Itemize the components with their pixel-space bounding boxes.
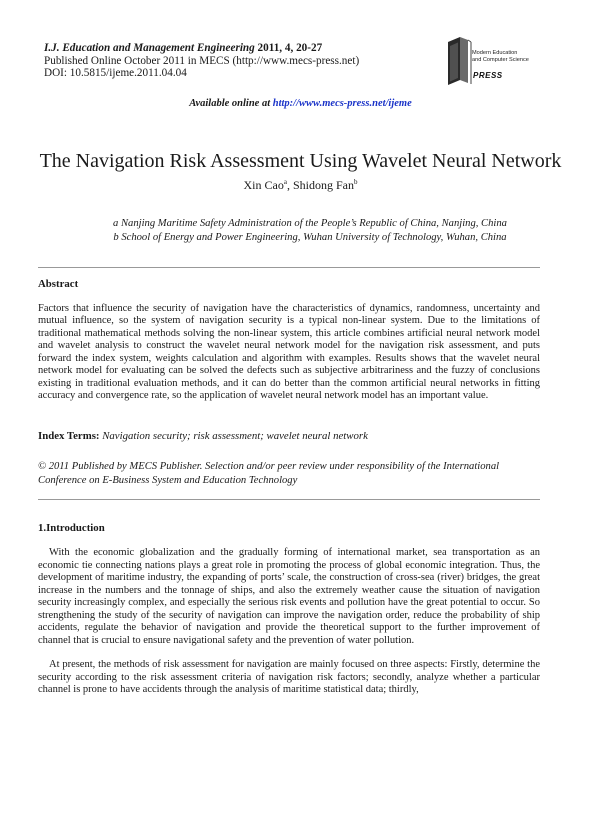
journal-url-link[interactable]: http://www.mecs-press.net/ijeme bbox=[272, 98, 412, 109]
author-name: Xin Cao bbox=[243, 178, 284, 192]
intro-paragraph: With the economic globalization and the gradually forming of international market, sea transportation as an economic tie connecting nations plays a great role in promoting the process of global economic integration. Thus, the development of maritime industry, the expanding of ports’ scale, the construction of cross-sea (river) bridges, the great increase in the numbers and the tonnage of ships, and also the extremely weather cause the situation of navigation security increasingly complex, and especially the serious risk events and pollution have the great potential to occur. So strengthening the study of the security of navigation can improve the navigation order, reduce the probability of ship accidents, regulate the behavior of navigation and provide the theoretical support to the further improvement of channel that is crucial to ensure navigational safety and the prevention of water pollution. bbox=[38, 547, 540, 646]
divider bbox=[38, 499, 540, 500]
paper-title: The Navigation Risk Assessment Using Wavelet Neural Network bbox=[39, 150, 562, 172]
authors: Xin Cao$^a$, Shidong Fan$^b$ bbox=[243, 178, 358, 192]
published-line: Published Online October 2011 in MECS (http://www.mecs-press.net) bbox=[44, 54, 360, 67]
available-online: Available online at http://www.mecs-press.net/ijeme bbox=[189, 98, 412, 109]
journal-title: I.J. Education and Management Engineering bbox=[44, 42, 255, 54]
index-terms-label: Index Terms: bbox=[38, 430, 100, 442]
index-terms-values: Navigation security; risk assessment; wavelet neural network bbox=[99, 430, 368, 442]
affiliation-b: b School of Energy and Power Engineering, Wuhan University of Technology, Wuhan, China bbox=[113, 232, 507, 243]
logo-press: PRESS bbox=[473, 71, 503, 80]
author-affil-mark: b bbox=[353, 178, 358, 186]
affiliations bbox=[80, 217, 540, 245]
copyright-notice: © 2011 Published by MECS Publisher. Selection and/or peer review under responsibility of the International Conference on E-Business System and Education Technology bbox=[38, 461, 500, 487]
book-stack-icon bbox=[446, 36, 472, 86]
journal-title-line bbox=[44, 42, 359, 55]
author-affil-mark: a bbox=[283, 178, 287, 186]
section-heading: 1.Introduction bbox=[38, 522, 105, 534]
author-name: Shidong Fan bbox=[292, 178, 354, 192]
publisher-logo bbox=[446, 36, 556, 88]
abstract-heading: Abstract bbox=[38, 278, 79, 290]
journal-volume: 2011, 4, 20-27 bbox=[254, 42, 323, 54]
abstract-body: Factors that influence the security of navigation have the characteristics of dynamics, randomness, uncertainty and mutual influence, so the system of navigation security is a typical non-linear system. Due to the limitations of traditional mathematical methods solving the non-linear system, this article combines artificial neural network model and wavelet analysis to construct the wavelet neural network model for the navigation risk assessment, and puts forward the index system, weights calculation and algorithm with examples. Results shows that the wavelet neural network model for evaluating can be solved the defects such as subjective arbitrariness and the fuzzy of conclusions existing in traditional evaluation methods, and it can do better than the common artificial neural networks in fitting accuracy and convergence rate, so the application of wavelet neural network model has an important value. bbox=[38, 303, 540, 402]
affiliation-a: a Nanjing Maritime Safety Administration of the People’s Republic of China, Nanjing, China bbox=[113, 218, 507, 229]
intro-paragraph: At present, the methods of risk assessment for navigation are mainly focused on three aspects: Firstly, determine the security according to the risk assessment criteria of navigation risk factors; secondly, analyze whether a particular channel is prone to have accidents through the analysis of maritime statistical data; thirdly, bbox=[38, 659, 540, 696]
journal-header bbox=[44, 42, 359, 80]
doi-line: DOI: 10.5815/ijeme.2011.04.04 bbox=[44, 67, 187, 80]
logo-text: Modern Education and Computer Science bbox=[472, 50, 529, 63]
index-terms bbox=[38, 430, 540, 442]
divider bbox=[38, 267, 540, 268]
